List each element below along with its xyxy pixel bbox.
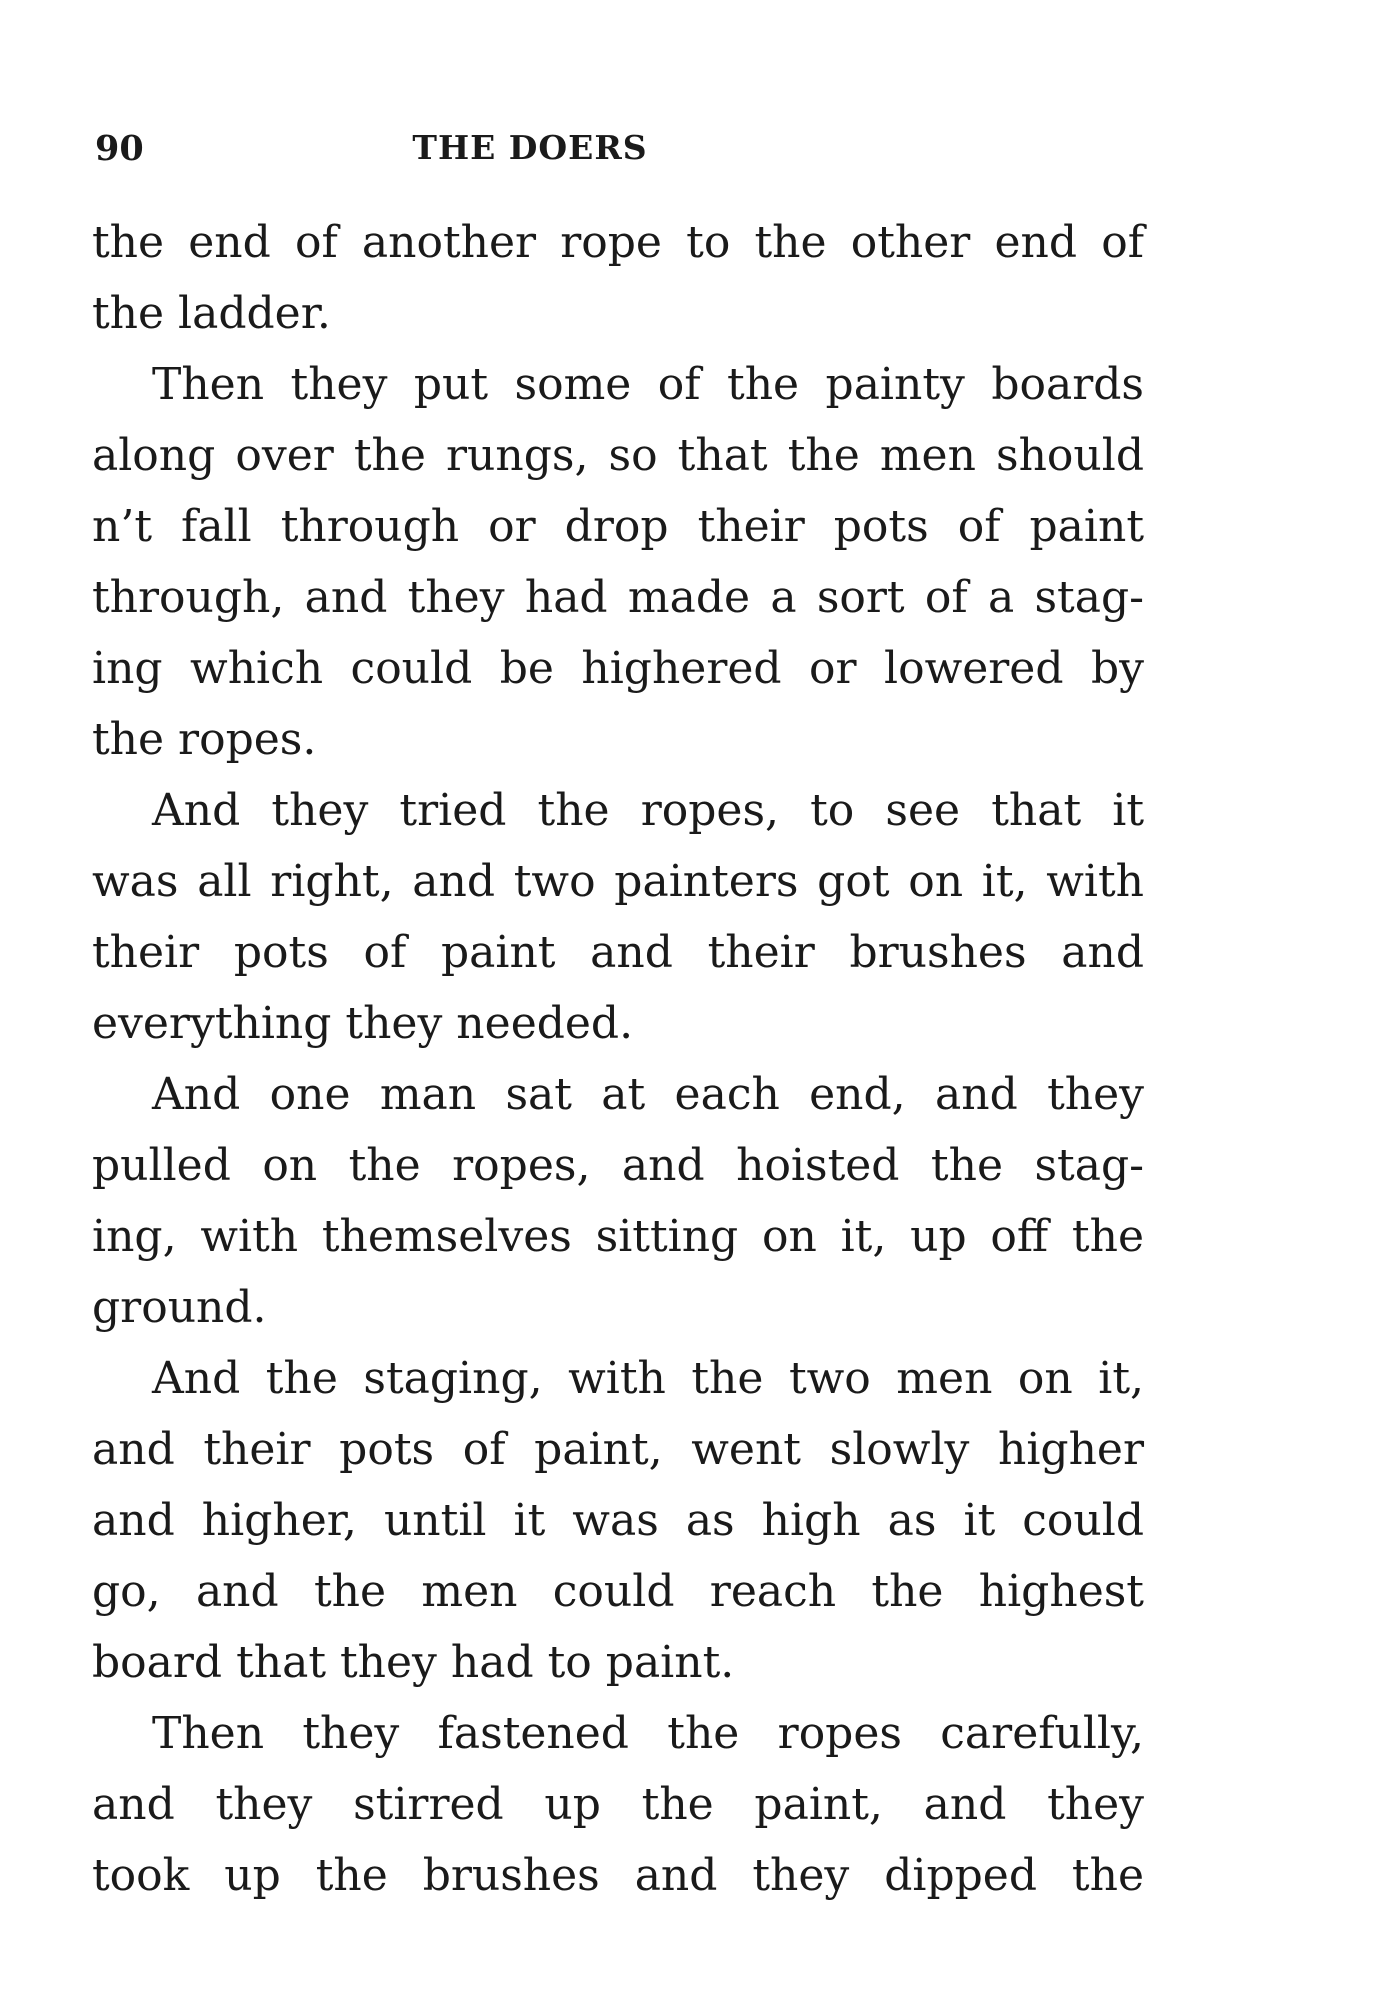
text-line: the ladder.: [92, 288, 331, 339]
text-line: And the staging, with the two men on it,: [152, 1353, 1144, 1404]
text-line: board that they had to paint.: [92, 1637, 735, 1688]
text-line: And one man sat at each end, and they: [152, 1069, 1144, 1120]
text-line: go, and the men could reach the highest: [92, 1566, 1144, 1617]
page-header: [95, 128, 1137, 178]
text-line: n’t fall through or drop their pots of paint: [92, 501, 1144, 552]
text-line: and they stirred up the paint, and they: [92, 1779, 1144, 1830]
page-number: 90: [95, 128, 144, 169]
text-line: through, and they had made a sort of a stag-: [92, 572, 1144, 623]
text-line: Then they fastened the ropes carefully,: [152, 1708, 1144, 1759]
text-line: was all right, and two painters got on it, with: [92, 856, 1144, 907]
text-line: the end of another rope to the other end of: [92, 217, 1144, 268]
text-line: And they tried the ropes, to see that it: [152, 785, 1144, 836]
text-line: and higher, until it was as high as it could: [92, 1495, 1144, 1546]
text-line: their pots of paint and their brushes and: [92, 927, 1144, 978]
text-line: Then they put some of the painty boards: [152, 359, 1144, 410]
text-line: ing, with themselves sitting on it, up off the: [92, 1211, 1144, 1262]
body-text: [92, 207, 1144, 1911]
text-line: and their pots of paint, went slowly higher: [92, 1424, 1144, 1475]
text-line: everything they needed.: [92, 998, 634, 1049]
text-line: ing which could be highered or lowered by: [92, 643, 1144, 694]
text-line: pulled on the ropes, and hoisted the stag-: [92, 1140, 1144, 1191]
text-line: the ropes.: [92, 714, 317, 765]
text-line: ground.: [92, 1282, 267, 1333]
running-head: THE DOERS: [412, 128, 648, 167]
text-line: took up the brushes and they dipped the: [92, 1850, 1144, 1901]
text-line: along over the rungs, so that the men should: [92, 430, 1144, 481]
